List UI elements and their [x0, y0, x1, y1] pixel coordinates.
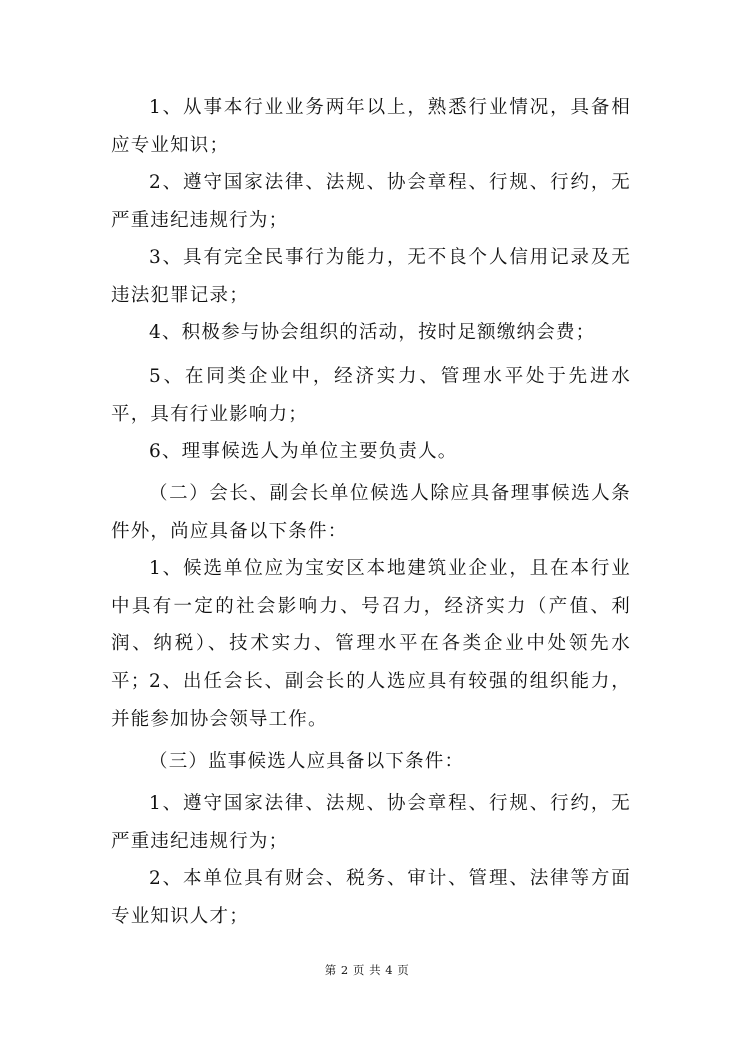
paragraph-5: 5、在同类企业中，经济实力、管理水平处于先进水平，具有行业影响力； — [111, 366, 631, 425]
paragraph-8: 1、候选单位应为宝安区本地建筑业企业，且在本行业中具有一定的社会影响力、号召力，经济实力（产值、利润、纳税）、技术实力、管理水平在各类企业中处领先水平； — [111, 558, 631, 692]
page-number-footer: 第 2 页 共 4 页 — [324, 963, 410, 977]
paragraph-4: 4、积极参与协会组织的活动，按时足额缴纳会费； — [149, 322, 596, 343]
paragraph-7: （二）会长、副会长单位候选人除应具备理事候选人条件外，尚应具备以下条件： — [111, 483, 631, 542]
paragraph-2: 2、遵守国家法律、法规、协会章程、行规、行约，无严重违纪违规行为； — [111, 172, 631, 231]
paragraph-9: 2、出任会长、副会长的人选应具有较强的组织能力，并能参加协会领导工作。 — [111, 671, 631, 730]
paragraph-6: 6、理事候选人为单位主要负责人。 — [149, 441, 458, 462]
paragraph-10: （三）监事候选人应具备以下条件： — [149, 751, 465, 772]
paragraph-3: 3、具有完全民事行为能力，无不良个人信用记录及无违法犯罪记录； — [111, 247, 631, 306]
paragraph-12: 2、本单位具有财会、税务、审计、管理、法律等方面专业知识人才； — [111, 868, 631, 927]
paragraph-1: 1、从事本行业业务两年以上，熟悉行业情况，具备相应专业知识； — [111, 97, 631, 156]
paragraph-11: 1、遵守国家法律、法规、协会章程、行规、行约，无严重违纪违规行为； — [111, 793, 631, 852]
